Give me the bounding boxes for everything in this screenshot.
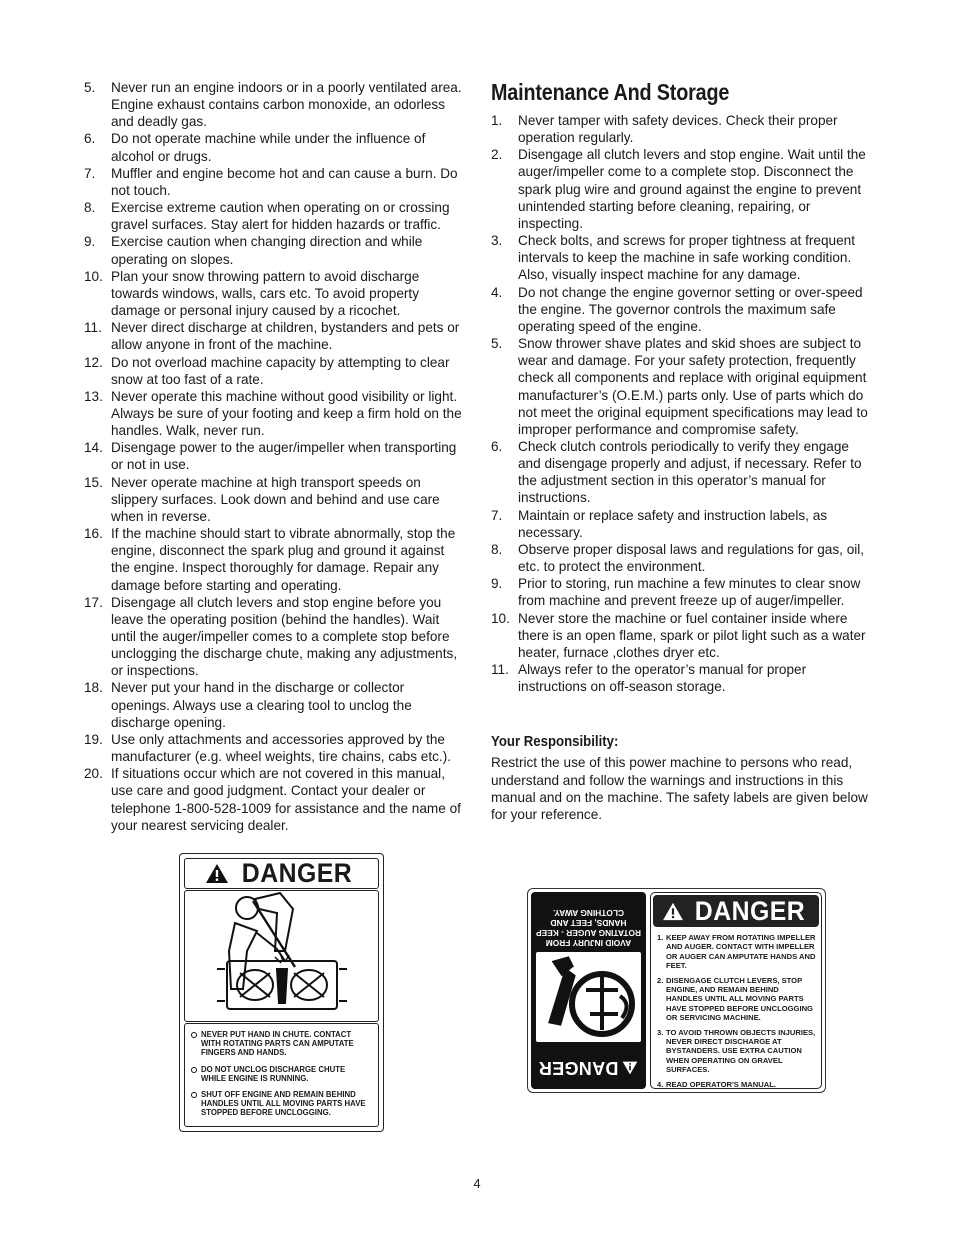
safety-list	[84, 79, 464, 834]
auger-pictogram	[536, 952, 641, 1042]
label-instructions	[184, 1023, 379, 1127]
responsibility-text: Restrict the use of this power machine to persons who read, understand and follow the warnings and instructions in this manual and on the machine. The safety labels are given below for your reference.	[491, 755, 868, 822]
list-item	[491, 335, 871, 438]
list-item	[491, 507, 871, 541]
item-number: 16.	[84, 526, 103, 542]
list-item	[84, 354, 464, 388]
label-item	[657, 1080, 817, 1089]
item-text: If the machine should start to vibrate abnormally, stop the engine, disconnect the spark plug and ground it against the engine. Inspect thoroughly for damage. Repair any damage before starting and operating.	[111, 526, 456, 593]
item-text: Never put your hand in the discharge or collector openings. Always use a clearing tool to unclog the discharge opening.	[111, 680, 412, 730]
item-text: Observe proper disposal laws and regulations for gas, oil, etc. to protect the environment.	[518, 541, 865, 575]
warning-triangle-icon	[662, 902, 684, 921]
item-number: 10.	[491, 610, 510, 626]
item-text: Never direct discharge at children, bystanders and pets or allow anyone in front of the machine.	[111, 320, 460, 353]
right-column	[491, 79, 871, 823]
list-item	[84, 268, 464, 319]
item-text: DISENGAGE CLUTCH LEVERS, STOP ENGINE, AND REMAIN BEHIND HANDLES UNTIL ALL MOVING PARTS HAVE STOPPED BEFORE UNCLOGGING OR SERVICING MACHINE.	[666, 975, 813, 1022]
label-header	[184, 858, 379, 889]
item-number: 2.	[657, 975, 664, 985]
list-item	[84, 388, 464, 439]
item-number: 6.	[84, 131, 96, 147]
item-number: 4.	[491, 284, 503, 300]
item-number: 5.	[84, 80, 96, 95]
item-text: Always refer to the operator’s manual for proper instructions on off-season storage.	[518, 662, 807, 695]
item-text: Use only attachments and accessories approved by the manufacturer (e.g. wheel weights, tire chains, cabs etc.).	[111, 731, 451, 765]
list-item	[491, 661, 871, 695]
item-number: 11.	[84, 320, 102, 336]
item-number: 6.	[491, 438, 503, 454]
item-text: KEEP AWAY FROM ROTATING IMPELLER AND AUGER. CONTACT WITH IMPELLER OR AUGER CAN AMPUTATE HANDS AND FEET.	[666, 933, 816, 970]
list-item	[491, 232, 871, 283]
maintenance-list	[491, 112, 871, 695]
item-number: 9.	[491, 576, 503, 592]
item-text: Maintain or replace safety and instruction labels, as necessary.	[518, 507, 828, 540]
left-column	[84, 79, 464, 834]
item-number: 18.	[84, 680, 103, 696]
danger-label-auger	[527, 888, 826, 1093]
list-item	[84, 765, 464, 834]
label-heading: DANGER	[694, 895, 806, 926]
list-item	[84, 199, 464, 233]
item-text: Check clutch controls periodically to verify they engage and disengage properly and adjust, if necessary. Refer to the adjustment section in this operator’s manual for instructions.	[518, 438, 862, 506]
item-text: Never store the machine or fuel container inside where there is an open flame, spark or pilot light such as a water heater, furnace ,clothes dryer etc.	[518, 610, 866, 660]
item-text: Never tamper with safety devices. Check their proper operation regularly.	[518, 113, 838, 146]
item-number: 1.	[491, 113, 503, 128]
item-number: 8.	[491, 541, 503, 557]
label-side-panel	[531, 892, 646, 1089]
item-number: 3.	[657, 1027, 664, 1037]
item-number: 7.	[84, 165, 96, 181]
item-number: 4.	[657, 1079, 664, 1089]
item-text: Muffler and engine become hot and can cause a burn. Do not touch.	[111, 165, 458, 198]
item-text: Never run an engine indoors or in a poorly ventilated area. Engine exhaust contains carbon monoxide, an odorless and deadly gas.	[111, 80, 462, 130]
item-number: 14.	[84, 440, 103, 456]
item-number: 10.	[84, 268, 103, 284]
item-number: 3.	[491, 233, 503, 249]
hand-in-chute-pictogram	[184, 890, 379, 1022]
item-text: READ OPERATOR'S MANUAL.	[666, 1079, 776, 1089]
list-item	[84, 525, 464, 594]
item-number: 20.	[84, 766, 103, 782]
item-number: 15.	[84, 474, 103, 490]
item-number: 8.	[84, 200, 96, 216]
warning-triangle-icon	[205, 863, 229, 884]
item-text: Plan your snow throwing pattern to avoid discharge towards windows, walls, cars etc. To avoid property damage or personal injury caused by a ricochet.	[111, 268, 420, 319]
list-item	[491, 438, 871, 507]
list-item	[491, 541, 871, 575]
item-text: Prior to storing, run machine a few minutes to clear snow from machine and prevent freeze up of auger/impeller.	[518, 576, 861, 609]
item-text: Do not operate machine while under the influence of alcohol or drugs.	[111, 131, 426, 164]
side-danger-word: DANGER	[538, 1058, 619, 1079]
item-text: Do not overload machine capacity by attempting to clear snow at too fast of a rate.	[111, 354, 450, 387]
list-item	[84, 233, 464, 267]
item-text: If situations occur which are not covered in this manual, use care and good judgment. Contact your dealer or telephone 1-800-528-1009 for assistance and the name of your nearest servicing dealer.	[111, 766, 461, 833]
section-title: Maintenance And Storage	[491, 79, 730, 105]
label-item: NEVER PUT HAND IN CHUTE. CONTACT WITH ROTATING PARTS CAN AMPUTATE FINGERS AND HANDS.	[191, 1030, 372, 1058]
label-header	[653, 895, 819, 927]
responsibility-heading: Your Responsibility:	[491, 733, 619, 751]
item-text: Exercise extreme caution when operating on or crossing gravel surfaces. Stay alert for hidden hazards or traffic.	[111, 200, 450, 233]
item-number: 19.	[84, 731, 103, 747]
label-item: SHUT OFF ENGINE AND REMAIN BEHIND HANDLES UNTIL ALL MOVING PARTS HAVE STOPPED BEFORE UNCLOGGING.	[191, 1090, 372, 1118]
label-instructions	[657, 933, 817, 1094]
side-danger-header	[536, 1050, 641, 1086]
label-item: DO NOT UNCLOG DISCHARGE CHUTE WHILE ENGINE IS RUNNING.	[191, 1065, 372, 1083]
item-number: 9.	[84, 234, 96, 250]
list-item	[84, 679, 464, 730]
warning-triangle-icon	[622, 1061, 638, 1075]
list-item	[84, 79, 464, 130]
item-number: 7.	[491, 507, 503, 523]
item-text: Never operate machine at high transport speeds on slippery surfaces. Look down and behind and use care when in reverse.	[111, 474, 440, 524]
list-item	[84, 130, 464, 164]
side-warning-text: AVOID INJURY FROM ROTATING AUGER - KEEP HANDS, FEET AND CLOTHING AWAY.	[536, 908, 641, 948]
item-text: Exercise caution when changing direction and while operating on slopes.	[111, 234, 423, 267]
item-text: Disengage all clutch levers and stop engine before you leave the operating position (behind the handles). Wait until the auger/impeller comes to a complete stop before unclogging the discharge chute, making any adjustments, or inspections.	[111, 594, 458, 679]
item-text: TO AVOID THROWN OBJECTS INJURIES, NEVER DIRECT DISCHARGE AT BYSTANDERS. USE EXTRA CAUTION WHEN OPERATING ON GRAVEL SURFACES.	[666, 1027, 816, 1074]
item-number: 5.	[491, 336, 503, 352]
item-text: Never operate this machine without good visibility or light. Always be sure of your footing and keep a firm hold on the handles. Walk, never run.	[111, 388, 462, 439]
item-number: 11.	[491, 662, 509, 677]
item-number: 17.	[84, 594, 103, 610]
list-item	[84, 474, 464, 525]
list-item	[491, 146, 871, 232]
item-text: Do not change the engine governor setting or over-speed the engine. The governor controls the maximum safe operating speed of the engine.	[518, 284, 863, 334]
list-item	[84, 439, 464, 473]
label-item	[657, 1028, 817, 1074]
danger-label-chute	[179, 853, 384, 1132]
list-item	[491, 112, 871, 146]
item-number: 12.	[84, 354, 103, 370]
list-item	[491, 575, 871, 609]
list-item	[84, 594, 464, 680]
item-text: Snow thrower shave plates and skid shoes are subject to wear and damage. For your safety protection, frequently check all components and replace with original equipment manufacturer’s (O.E.M.) parts only. Use of parts which do not meet the original equipment specifications may lead to improper performance and compromise safety.	[518, 336, 868, 437]
list-item	[84, 319, 464, 353]
label-heading: DANGER	[242, 858, 353, 888]
item-number: 13.	[84, 388, 103, 404]
label-item	[657, 933, 817, 970]
list-item	[84, 731, 464, 765]
list-item	[491, 284, 871, 335]
list-item	[491, 610, 871, 661]
item-text: Disengage all clutch levers and stop engine. Wait until the auger/impeller come to a complete stop. Disconnect the spark plug wire and ground against the engine to prevent unintended starting before cleaning, repairing, or inspecting.	[518, 147, 866, 231]
list-item	[84, 165, 464, 199]
page-number: 4	[473, 1176, 481, 1191]
item-number: 2.	[491, 147, 503, 163]
label-main-panel	[650, 892, 822, 1089]
item-number: 1.	[657, 933, 664, 942]
label-item	[657, 976, 817, 1022]
item-text: Check bolts, and screws for proper tightness at frequent intervals to keep the machine in safe working condition. Also, visually inspect machine for any damage.	[518, 233, 855, 283]
item-text: Disengage power to the auger/impeller when transporting or not in use.	[111, 440, 457, 473]
